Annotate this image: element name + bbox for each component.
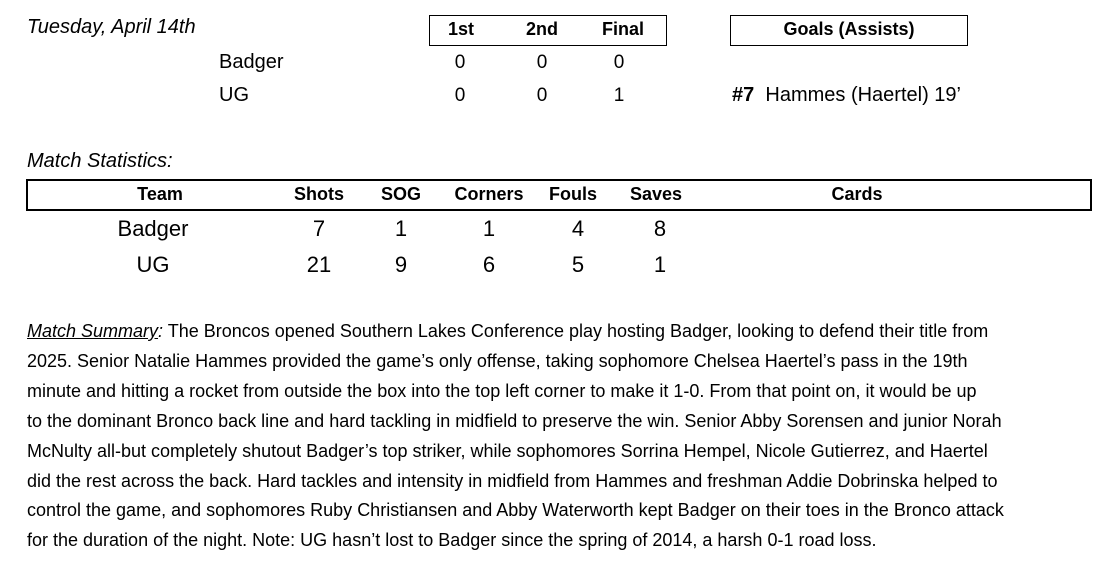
header-1st: 1st (447, 19, 474, 39)
match-summary (27, 317, 1097, 556)
summary-line: Match Summary: The Broncos opened Southern Lakes Conference play hosting Badger, looking to defend their title from (27, 321, 989, 341)
summary-line: did the rest across the back. Hard tackles and intensity in midfield from Hammes and freshman Addie Dobrinska helped to (27, 470, 998, 491)
goal-player-number: #7 (732, 84, 755, 106)
summary-line: McNulty all-but completely shutout Badger’s top striker, while sophomores Sorrina Hempel, Nicole Gutierrez, and Haertel (27, 440, 988, 461)
stats-header-sog: SOG (380, 184, 421, 204)
score-ug-1st: 0 (454, 85, 466, 106)
score-badger-2nd: 0 (536, 52, 548, 73)
header-final: Final (601, 19, 644, 39)
stats-ug-saves: 1 (653, 252, 667, 277)
stats-header-cards: Cards (831, 184, 883, 204)
stats-header-shots: Shots (293, 184, 344, 204)
score-ug-2nd: 0 (536, 85, 548, 106)
stats-header-saves: Saves (629, 184, 683, 204)
stats-header-corners: Corners (454, 184, 524, 204)
score-badger-1st: 0 (454, 52, 466, 73)
goals-header: Goals (Assists) (783, 19, 915, 39)
stats-ug-corners: 6 (482, 252, 496, 277)
score-row-team-badger: Badger (219, 51, 284, 73)
summary-line: 2025. Senior Natalie Hammes provided the game’s only offense, taking sophomore Chelsea Haertel’s pass in the 19th (27, 350, 968, 371)
stats-badger-fouls: 4 (571, 216, 585, 241)
stats-badger-saves: 8 (653, 216, 667, 241)
stats-team-badger: Badger (117, 216, 189, 241)
game-date: Tuesday, April 14th (27, 16, 196, 38)
match-statistics-title: Match Statistics: (27, 150, 173, 172)
summary-label: Match Summary (27, 321, 159, 341)
score-row-team-ug: UG (219, 84, 249, 106)
goal-entry (732, 84, 961, 107)
summary-line: for the duration of the night. Note: UG hasn’t lost to Badger since the spring of 2014, a harsh 0-1 road loss. (27, 530, 877, 551)
stats-ug-fouls: 5 (571, 252, 585, 277)
stats-header-fouls: Fouls (549, 184, 597, 204)
stats-badger-sog: 1 (394, 216, 408, 241)
goal-scorer-assist: Hammes (Haertel) 19’ (765, 84, 961, 106)
stats-header-team: Team (137, 184, 183, 204)
summary-line: minute and hitting a rocket from outside the box into the top left corner to make it 1-0. From that point on, it would be up (27, 380, 977, 401)
score-ug-final: 1 (613, 85, 625, 106)
stats-ug-sog: 9 (394, 252, 408, 277)
stats-badger-shots: 7 (312, 216, 326, 241)
summary-line: to the dominant Bronco back line and hard tackling in midfield to preserve the win. Senior Abby Sorensen and junior Norah (27, 410, 1002, 431)
stats-ug-shots: 21 (306, 252, 332, 277)
stats-badger-corners: 1 (482, 216, 496, 241)
header-2nd: 2nd (525, 19, 558, 39)
stats-team-ug: UG (136, 252, 170, 277)
score-badger-final: 0 (613, 52, 625, 73)
summary-line: control the game, and sophomores Ruby Christiansen and Abby Waterworth kept Badger on their toes in the Bronco attack (27, 500, 1004, 521)
